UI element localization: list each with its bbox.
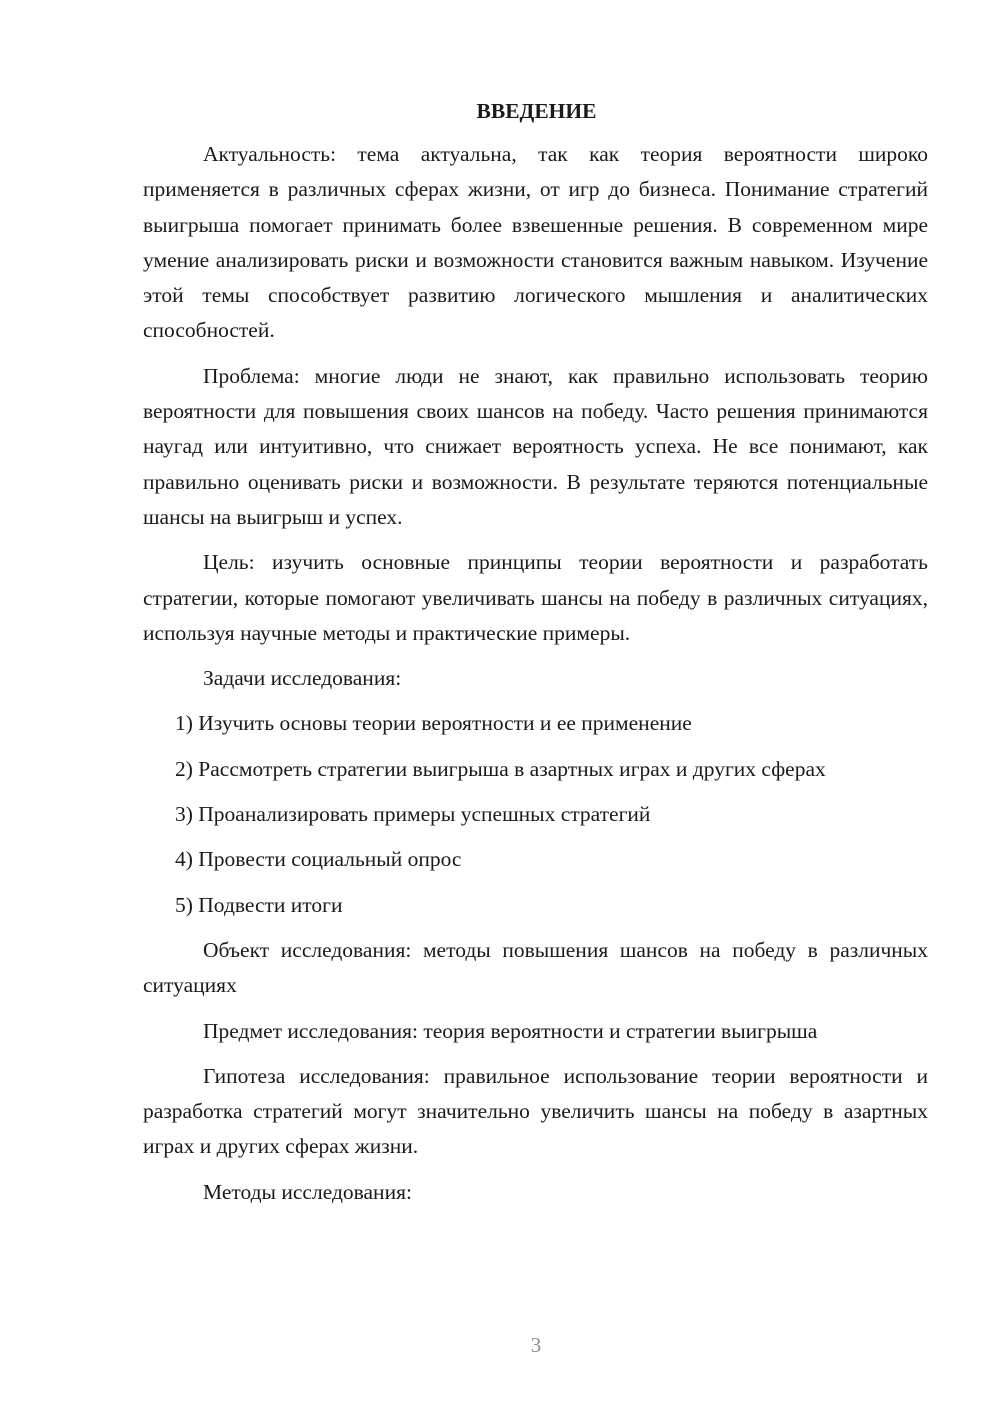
tasks-list (143, 706, 928, 922)
relevance-paragraph: Актуальность: тема актуальна, так как теория вероятности широко применяется в различных сферах жизни, от игр до бизнеса. Понимание стратегий выигрыша помогает принимать более взвешенные решения. В современном мире умение анализировать риски и возможности становится важным навыком. Изучение этой темы способствует развитию логического мышления и аналитических способностей. (143, 142, 928, 343)
page-title: ВВЕДЕНИЕ (476, 99, 597, 123)
list-item: 4) Провести социальный опрос (175, 847, 462, 872)
tasks-heading: Задачи исследования: (203, 666, 402, 691)
methods-heading: Методы исследования: (203, 1179, 412, 1204)
goal-paragraph: Цель: изучить основные принципы теории вероятности и разработать стратегии, которые помогают увеличивать шансы на победу в различных ситуациях, используя научные методы и практические примеры. (143, 550, 928, 645)
subject-paragraph: Предмет исследования: теория вероятности и стратегии выигрыша (203, 1018, 818, 1043)
problem-paragraph: Проблема: многие люди не знают, как правильно использовать теорию вероятности для повышения своих шансов на победу. Часто решения принимаются наугад или интуитивно, что снижает вероятность успеха. Не все понимают, как правильно оценивать риски и возможности. В результате теряются потенциальные шансы на выигрыш и успех. (143, 363, 928, 529)
list-item: 1) Изучить основы теории вероятности и ее применение (175, 711, 692, 736)
page-number: 3 (530, 1333, 542, 1357)
page-content (143, 96, 928, 1220)
list-item: 3) Проанализировать примеры успешных стратегий (175, 802, 651, 827)
object-paragraph: Объект исследования: методы повышения шансов на победу в различных ситуациях (143, 937, 928, 998)
list-item: 5) Подвести итоги (175, 892, 343, 917)
list-item: 2) Рассмотреть стратегии выигрыша в азартных играх и других сферах (175, 756, 826, 781)
hypothesis-paragraph: Гипотеза исследования: правильное использование теории вероятности и разработка стратегий могут значительно увеличить шансы на победу в азартных играх и других сферах жизни. (143, 1063, 928, 1159)
